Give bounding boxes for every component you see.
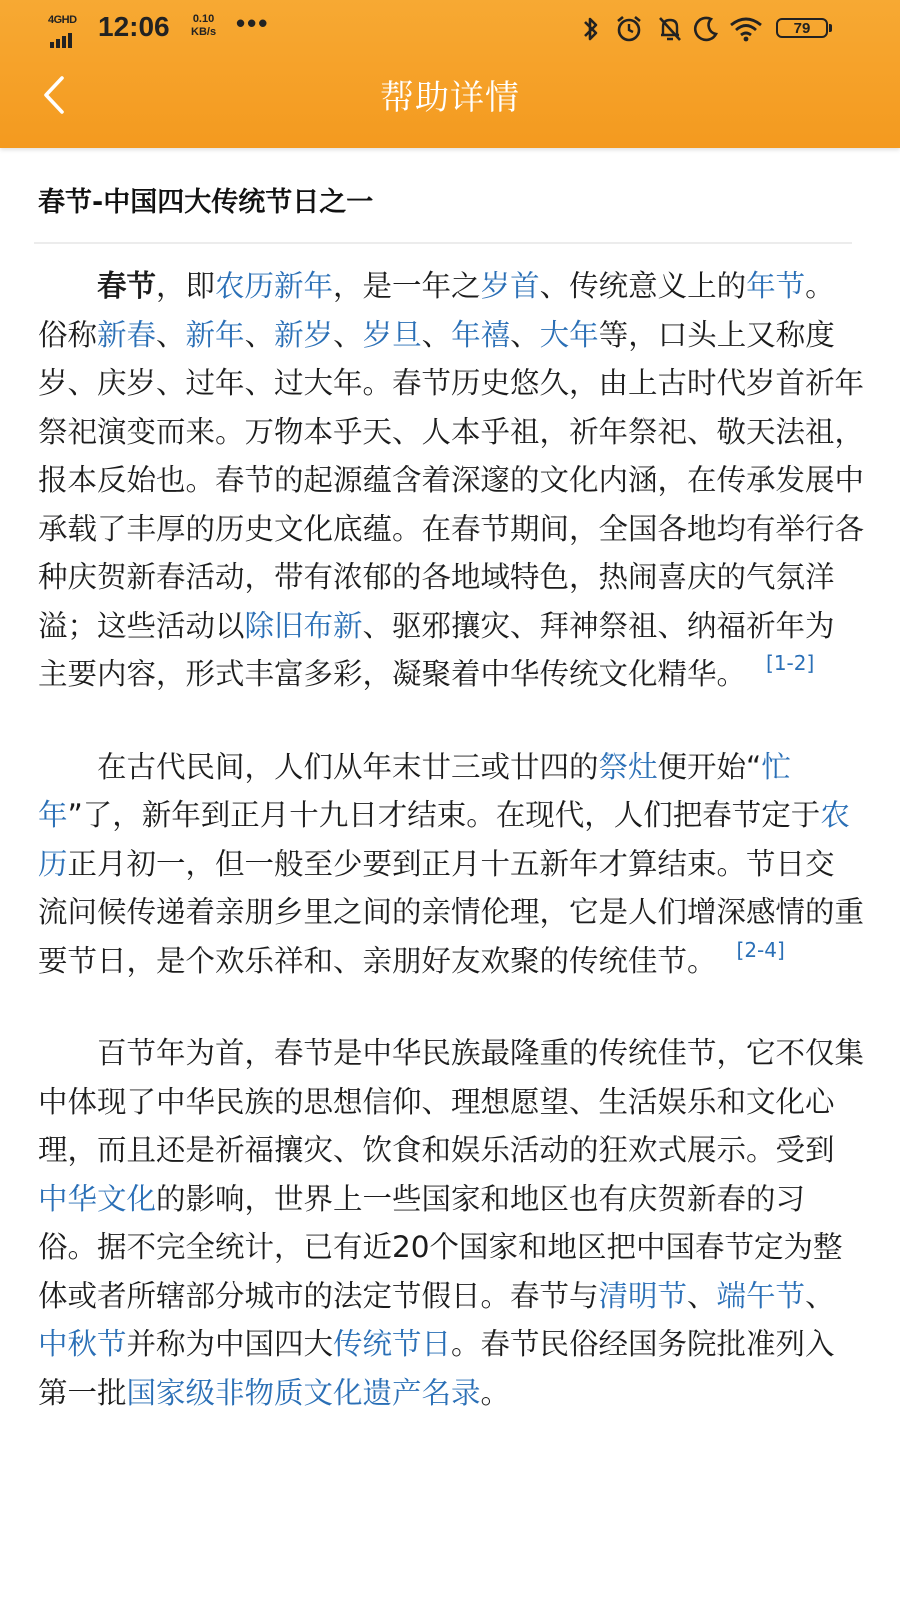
text: 便开始“: [657, 749, 762, 784]
link-nongli-xinnian[interactable]: 农历新年: [215, 269, 334, 303]
network-speed-value: 0.10: [192, 13, 215, 25]
do-not-disturb-moon-icon: [692, 14, 720, 44]
article-body: [38, 262, 864, 1458]
text: 正月初一，但一般至少要到正月十五新年才算结束。节日交流问候传递着亲朋乡里之间的亲情伦理，它是人们增深感情的重要节日，是个欢乐祥和、亲朋好友欢聚的传统佳节。: [38, 846, 865, 978]
page-title: 帮助详情: [380, 78, 520, 118]
alarm-icon: [614, 14, 644, 44]
text: 在古代民间，人们从年末廿三或廿四的: [97, 749, 599, 784]
text: 、: [333, 317, 363, 352]
battery-indicator: 79: [776, 18, 828, 38]
link-zhongqiujie[interactable]: 中秋节: [38, 1327, 127, 1361]
link-mangnian[interactable]: 忙年: [38, 749, 791, 832]
link-zhonghua-wenhua[interactable]: 中华文化: [38, 1181, 157, 1216]
text: 并称为中国四大: [126, 1327, 334, 1361]
reference-link[interactable]: [1-2]: [766, 651, 815, 675]
text: 、传统意义上的: [539, 269, 747, 303]
app-header: [0, 0, 900, 148]
text: 等，口头上又称度岁、庆岁、过年、过大年。春节历史悠久，由上古时代岁首祈年祭祀演变而来。万物本乎天、人本乎祖，祈年祭祀、敬天法祖，报本反始也。春节的起源蕴含着深邃的文化内涵，在传承发展中承载了丰厚的历史文化底蕴。在春节期间，全国各地均有举行各种庆贺新春活动，带有浓郁的各地域特色，热闹喜庆的气氛洋溢；这些活动以: [38, 317, 865, 643]
more-notifications-icon: •••: [236, 8, 270, 38]
text: 。俗称: [38, 269, 835, 352]
title-divider: [34, 242, 852, 244]
signal-indicator: [48, 14, 88, 44]
text: 。春节民俗经国务院批准列入第一批: [38, 1327, 835, 1410]
link-nongli[interactable]: 农历: [38, 798, 850, 881]
signal-bars-icon: [50, 30, 74, 48]
link-xinchun[interactable]: 新春: [97, 317, 157, 352]
text: 的影响，世界上一些国家和地区也有庆贺新春的习俗。据不完全统计，已有近20个国家和地区把中国春节定为整体或者所辖部分城市的法定节假日。春节与: [38, 1181, 843, 1313]
network-speed: [191, 13, 216, 39]
status-time: 12:06: [98, 11, 170, 42]
link-nianxi[interactable]: 年禧: [451, 317, 511, 352]
text: 、: [805, 1278, 835, 1313]
link-jizao[interactable]: 祭灶: [598, 749, 658, 784]
link-duanwujie[interactable]: 端午节: [716, 1278, 806, 1313]
text: 、: [510, 317, 540, 352]
link-qingmingjie[interactable]: 清明节: [598, 1278, 688, 1313]
status-bar: [0, 0, 900, 58]
text: ，是一年之: [333, 269, 481, 303]
text: 。: [480, 1375, 511, 1410]
link-xinnian[interactable]: 新年: [185, 317, 245, 352]
link-chuantong-jieri[interactable]: 传统节日: [333, 1327, 452, 1361]
paragraph-2: [38, 743, 864, 989]
link-suishou[interactable]: 岁首: [480, 269, 540, 303]
text: 、驱邪攘灾、拜神祭祖、纳福祈年为主要内容，形式丰富多彩，凝聚着中华传统文化精华。: [38, 608, 835, 691]
link-feiyi-minglu[interactable]: 国家级非物质文化遗产名录: [126, 1375, 481, 1410]
text: 、: [421, 317, 452, 352]
link-xinsui[interactable]: 新岁: [274, 317, 334, 352]
paragraph-3: [38, 1029, 864, 1417]
network-speed-unit: KB/s: [191, 26, 217, 38]
text: 百节年为首，春节是中华民族最隆重的传统佳节，它不仅集中体现了中华民族的思想信仰、理想愿望、生活娱乐和文化心理，而且还是祈福攘灾、饮食和娱乐活动的狂欢式展示。受到: [38, 1036, 865, 1167]
text: 、: [687, 1278, 717, 1313]
term-chunjie: 春节: [97, 269, 157, 303]
article-title: 春节-中国四大传统节日之一: [38, 187, 374, 218]
link-chujiu-buxin[interactable]: 除旧布新: [244, 608, 363, 643]
text: 、: [244, 317, 275, 352]
text: ，即: [156, 269, 216, 303]
network-type: 4GHD: [48, 14, 77, 26]
link-danian[interactable]: 大年: [539, 317, 599, 352]
link-nianjie[interactable]: 年节: [746, 269, 806, 303]
bluetooth-icon: [580, 14, 602, 44]
text: 、: [156, 317, 186, 352]
mute-bell-icon: [656, 14, 684, 44]
paragraph-1: [38, 262, 864, 702]
text: ”了，新年到正月十九日才结束。在现代，人们把春节定于: [67, 798, 821, 832]
link-suidan[interactable]: 岁旦: [362, 317, 422, 352]
wifi-icon: [728, 14, 764, 44]
reference-link[interactable]: [2-4]: [736, 937, 785, 962]
